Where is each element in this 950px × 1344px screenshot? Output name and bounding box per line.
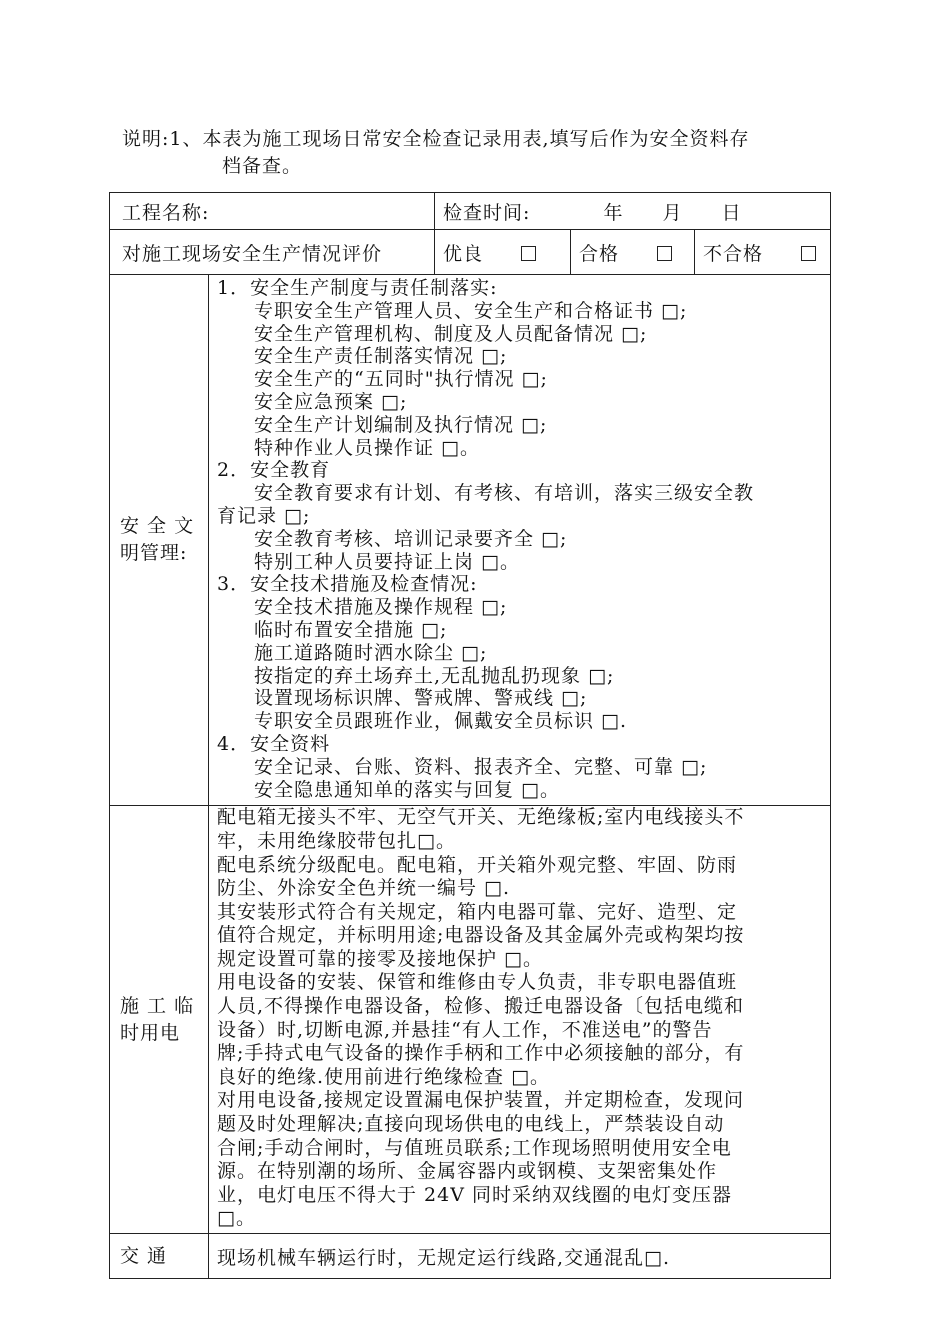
safety-check-item: 安全生产计划编制及执行情况 □; — [254, 413, 548, 436]
power-label-line-2: 时用电 — [120, 1021, 181, 1044]
temporary-power-row — [110, 806, 831, 1234]
safety-section-heading: 4．安全资料 — [217, 732, 331, 755]
safety-check-item: 专职安全员跟班作业，佩戴安全员标识 □. — [254, 710, 628, 733]
power-check-line: 源。在特别潮的场所、金属容器内或钢模、支架密集处作 — [217, 1160, 718, 1183]
traffic-row — [110, 1234, 831, 1279]
safety-section-heading: 3．安全技术措施及检查情况: — [217, 573, 478, 596]
safety-check-item: 临时布置安全措施 □; — [254, 618, 448, 641]
power-check-line: 设备）时,切断电源,并悬挂“有人工作，不准送电”的警告 — [217, 1018, 713, 1041]
option-fail-label: 不合格 — [703, 242, 764, 265]
safety-management-row — [110, 275, 831, 806]
option-pass[interactable] — [571, 230, 695, 275]
safety-check-item: 设置现场标识牌、警戒牌、警戒线 □; — [254, 687, 588, 710]
month-label: 月 — [662, 201, 683, 224]
check-time-label: 检查时间: — [443, 201, 531, 224]
power-check-line: 牌;手持式电气设备的操作手柄和工作中必须接触的部分，有 — [217, 1042, 745, 1065]
power-check-line: 对用电设备,接规定设置漏电保护装置，并定期检查，发现问 — [217, 1089, 745, 1112]
power-check-line: 业，电灯电压不得大于 24V 同时采纳双线圈的电灯变压器 — [217, 1183, 732, 1206]
traffic-content: 现场机械车辆运行时，无规定运行线路,交通混乱□. — [209, 1234, 831, 1279]
safety-check-form — [109, 192, 831, 1279]
power-check-line: 合闸;手动合闸时，与值班员联系;工作现场照明使用安全电 — [217, 1136, 732, 1159]
power-check-line: 规定设置可靠的接零及接地保护 □。 — [217, 947, 543, 970]
evaluation-label: 对施工现场安全生产情况评价 — [110, 230, 435, 275]
temporary-power-content — [209, 806, 831, 1234]
safety-check-item: 按指定的弃土场弃土,无乱抛乱扔现象 □; — [254, 664, 615, 687]
safety-check-item: 安全生产管理机构、制度及人员配备情况 □; — [254, 322, 648, 345]
safety-check-item: 安全生产责任制落实情况 □; — [254, 345, 508, 368]
temporary-power-label — [110, 806, 209, 1234]
safety-section-heading: 1．安全生产制度与责任制落实: — [217, 277, 498, 299]
check-time-cell[interactable] — [435, 193, 831, 230]
power-check-line: 用电设备的安装、保管和维修由专人负责，非专职电器值班 — [217, 971, 738, 994]
power-check-line: 其安装形式符合有关规定，箱内电器可靠、完好、造型、定 — [217, 900, 738, 923]
safety-section-heading: 2．安全教育 — [217, 459, 331, 482]
header-row — [110, 193, 831, 230]
power-check-line: 题及时处理解决;直接向现场供电的电线上，严禁装设自动 — [217, 1113, 725, 1136]
safety-label-line-2: 明管理: — [120, 542, 188, 565]
option-fail[interactable] — [695, 230, 831, 275]
power-check-line: 配电系统分级配电。配电箱，开关箱外观完整、牢固、防雨 — [217, 853, 738, 876]
safety-management-label — [110, 275, 209, 806]
safety-label-line-1: 安 全 文 — [120, 515, 195, 538]
safety-check-item: 安全教育考核、培训记录要齐全 □; — [254, 527, 568, 550]
day-label: 日 — [721, 201, 742, 224]
power-check-line: □。 — [217, 1207, 256, 1230]
safety-check-item: 安全隐患通知单的落实与回复 □。 — [254, 778, 560, 801]
checkbox-excellent[interactable] — [521, 246, 536, 261]
safety-check-item: 特种作业人员操作证 □。 — [254, 436, 480, 459]
power-check-line: 防尘、外涂安全色并统一编号 □. — [217, 877, 511, 900]
option-pass-label: 合格 — [579, 242, 620, 265]
instruction-line-1: 说明:1、本表为施工现场日常安全检查记录用表,填写后作为安全资料存 — [122, 128, 750, 150]
option-excellent-label: 优良 — [443, 242, 484, 265]
instruction-note — [122, 126, 842, 180]
safety-check-item: 安全技术措施及操作规程 □; — [254, 596, 508, 619]
year-label: 年 — [603, 201, 624, 224]
power-check-line: 人员,不得操作电器设备，检修、搬迁电器设备〔包括电缆和 — [217, 995, 745, 1018]
power-check-line: 牢，未用绝缘胶带包扎□。 — [217, 829, 456, 852]
checkbox-fail[interactable] — [801, 246, 816, 261]
power-check-line: 配电箱无接头不牢、无空气开关、无绝缘板;室内电线接头不 — [217, 806, 745, 829]
safety-check-item: 安全教育要求有计划、有考核、有培训，落实三级安全教 — [254, 482, 755, 505]
instruction-line-2: 档备查。 — [222, 155, 303, 177]
checkbox-pass[interactable] — [657, 246, 672, 261]
safety-check-item: 安全记录、台账、资料、报表齐全、完整、可靠 □; — [254, 755, 708, 778]
safety-check-item: 特别工种人员要持证上岗 □。 — [254, 550, 520, 573]
power-label-line-1: 施 工 临 — [120, 994, 195, 1017]
safety-check-item: 施工道路随时洒水除尘 □; — [254, 641, 488, 664]
evaluation-row — [110, 230, 831, 275]
option-excellent[interactable] — [435, 230, 571, 275]
traffic-label: 交 通 — [110, 1234, 209, 1279]
power-check-line: 良好的绝缘.使用前进行绝缘检查 □。 — [217, 1065, 551, 1088]
safety-check-item: 育记录 □; — [217, 504, 311, 527]
project-name-cell[interactable] — [110, 193, 435, 230]
project-name-label: 工程名称: — [122, 201, 210, 224]
safety-check-item: 专职安全生产管理人员、安全生产和合格证书 □; — [254, 299, 688, 322]
power-check-line: 值符合规定，并标明用途;电器设备及其金属外壳或构架均按 — [217, 924, 745, 947]
safety-management-content — [209, 275, 831, 806]
safety-check-item: 安全应急预案 □; — [254, 390, 408, 413]
safety-check-item: 安全生产的“五同时"执行情况 □; — [254, 368, 548, 391]
